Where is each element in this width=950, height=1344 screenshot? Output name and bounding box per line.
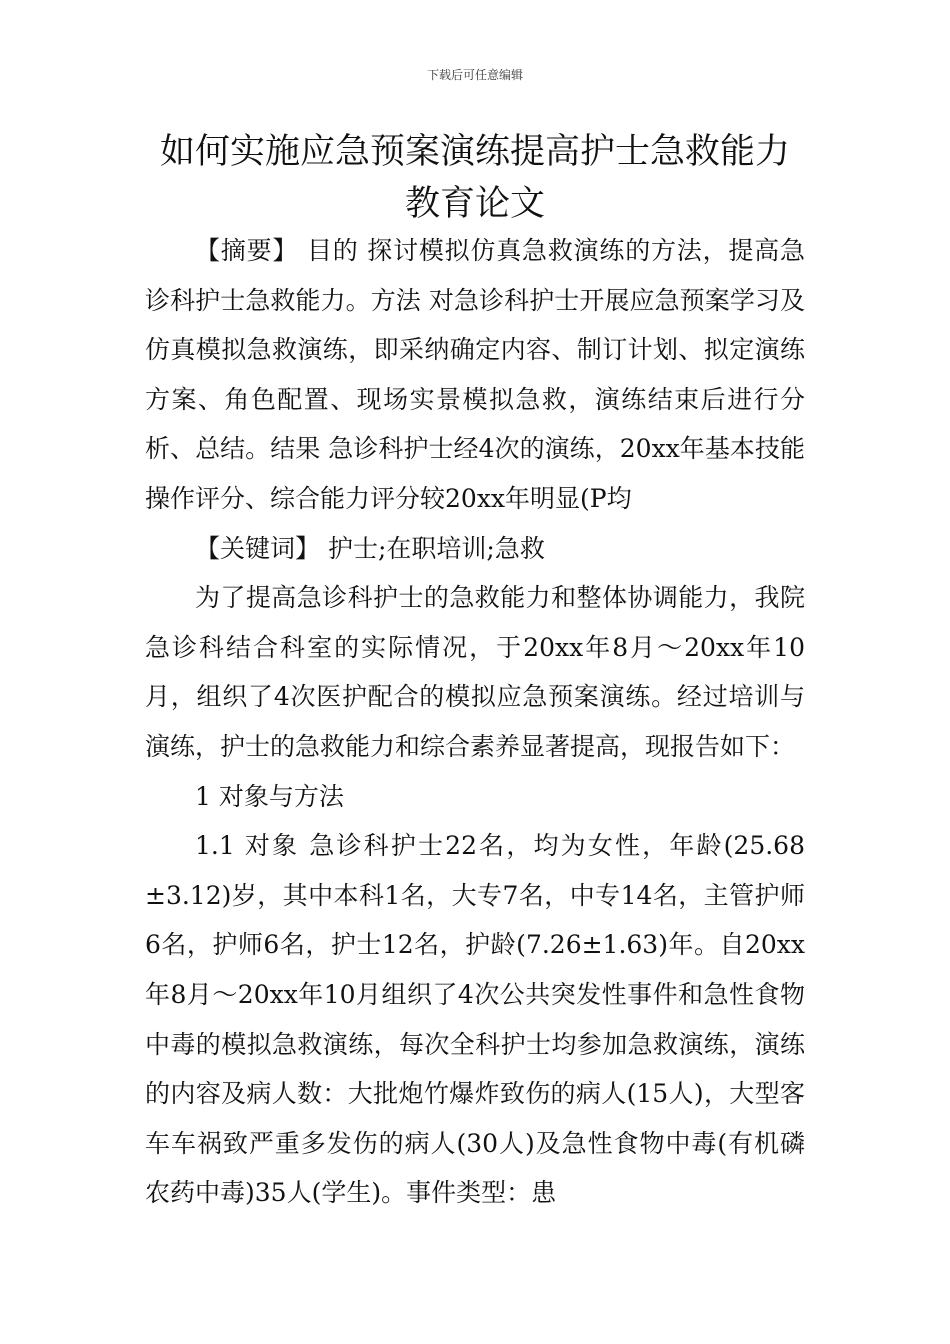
keywords-label: 【关键词】 <box>195 533 321 563</box>
keywords-text: 护士;在职培训;急救 <box>327 533 545 563</box>
abstract-text: 目的 探讨模拟仿真急救演练的方法，提高急诊科护士急救能力。方法 对急诊科护士开展应急预案学习及仿真模拟急救演练，即采纳确定内容、制订计划、拟定演练方案、角色配置、现场实景模拟急救，演练结束后进行分析、总结。结果 急诊科护士经4次的演练，20xx年基本技能操作评分、综合能力评分较20xx年明显(P均 <box>145 236 805 513</box>
document-title <box>145 126 805 230</box>
abstract-paragraph <box>145 226 805 524</box>
title-line-2: 教育论文 <box>404 184 545 224</box>
title-line-1: 如何实施应急预案演练提高护士急救能力 <box>159 132 790 172</box>
keywords-paragraph <box>145 524 805 574</box>
intro-paragraph: 为了提高急诊科护士的急救能力和整体协调能力，我院急诊科结合科室的实际情况，于20xx年8月～20xx年10月，组织了4次医护配合的模拟应急预案演练。经过培训与演练，护士的急救能力和综合素养显著提高，现报告如下： <box>145 583 805 761</box>
header-note: 下载后可任意编辑 <box>426 68 523 82</box>
subsection-1-1-paragraph: 1.1 对象 急诊科护士22名，均为女性，年龄(25.68±3.12)岁，其中本科1名，大专7名，中专14名，主管护师6名，护师6名，护士12名，护龄(7.26±1.63)年。自20xx年8月～20xx年10月组织了4次公共突发性事件和急性食物中毒的模拟急救演练，每次全科护士均参加急救演练，演练的内容及病人数：大批炮竹爆炸致伤的病人(15人)，大型客车车祸致严重多发伤的病人(30人)及急性食物中毒(有机磷农药中毒)35人(学生)。事件类型：患 <box>145 831 805 1208</box>
abstract-label: 【摘要】 <box>195 236 299 265</box>
section-1-heading: 1 对象与方法 <box>195 781 344 811</box>
document-body <box>145 226 805 1218</box>
